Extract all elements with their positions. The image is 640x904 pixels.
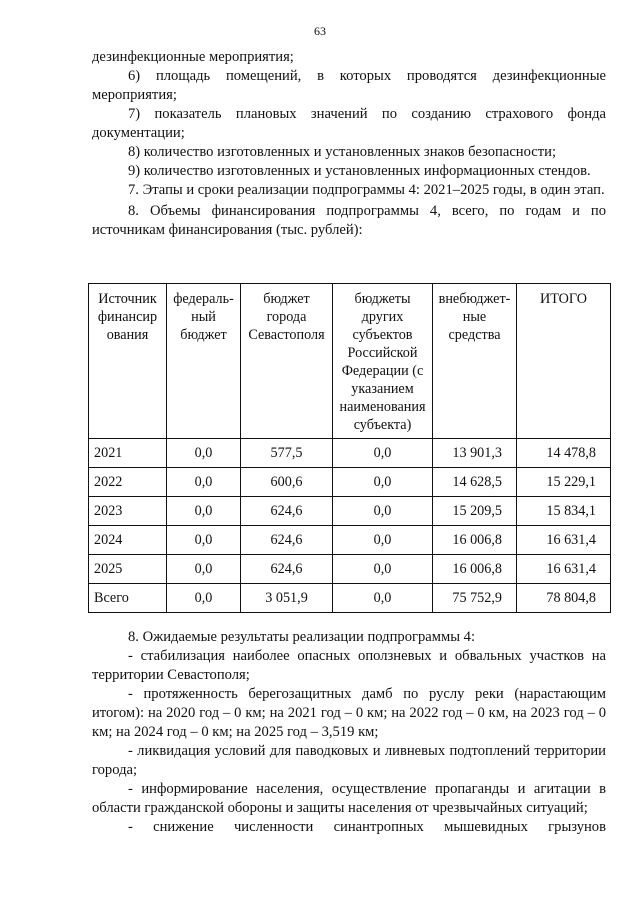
cell-value: 16 006,8	[433, 526, 517, 555]
cell-value: 577,5	[241, 439, 333, 468]
paragraph: - протяженность берегозащитных дамб по руслу реки (нарастающим итогом): на 2020 год – 0 км; на 2021 год – 0 км; на 2022 год – 0 км, на 2023 год – 0 км; на 2024 год – 0 км; на 2025 год – 3,519 км;	[92, 686, 606, 740]
paragraph: - стабилизация наиболее опасных оползневых и обвальных участков на территории Севастополя;	[92, 648, 606, 683]
cell-year: 2024	[89, 526, 167, 555]
cell-value: 16 631,4	[517, 526, 611, 555]
column-header: Источник финансир ования	[89, 284, 167, 439]
cell-value: 0,0	[333, 468, 433, 497]
paragraph: - информирование населения, осуществление пропаганды и агитации в области гражданской обороны и защиты населения от чрезвычайных ситуаций;	[92, 781, 606, 816]
paragraph: - снижение численности синантропных мышевидных грызунов	[128, 819, 606, 835]
cell-value: 0,0	[333, 526, 433, 555]
cell-value: 75 752,9	[433, 584, 517, 613]
paragraph: 6) площадь помещений, в которых проводятся дезинфекционные мероприятия;	[92, 68, 606, 103]
column-header: федераль-ный бюджет	[167, 284, 241, 439]
cell-year: 2023	[89, 497, 167, 526]
table-row	[89, 439, 611, 468]
cell-year: 2025	[89, 555, 167, 584]
cell-value: 0,0	[167, 584, 241, 613]
table-header-row	[89, 284, 611, 439]
cell-value: 0,0	[167, 439, 241, 468]
table-total-row	[89, 584, 611, 613]
cell-value: 0,0	[333, 584, 433, 613]
cell-year: 2021	[89, 439, 167, 468]
cell-year: 2022	[89, 468, 167, 497]
paragraph: 8. Объемы финансирования подпрограммы 4, всего, по годам и по источникам финансирования (тыс. рублей):	[92, 203, 606, 238]
cell-value: 624,6	[241, 526, 333, 555]
table-row	[89, 526, 611, 555]
cell-value: 15 209,5	[433, 497, 517, 526]
cell-value: 0,0	[167, 555, 241, 584]
paragraph: 8) количество изготовленных и установленных знаков безопасности;	[128, 144, 556, 160]
cell-value: 0,0	[167, 468, 241, 497]
table-row	[89, 555, 611, 584]
cell-value: 0,0	[167, 497, 241, 526]
cell-value: 78 804,8	[517, 584, 611, 613]
cell-value: 13 901,3	[433, 439, 517, 468]
table-row	[89, 468, 611, 497]
column-header: внебюджет-ные средства	[433, 284, 517, 439]
cell-value: 3 051,9	[241, 584, 333, 613]
paragraph: 8. Ожидаемые результаты реализации подпрограммы 4:	[128, 629, 476, 645]
cell-value: 14 478,8	[517, 439, 611, 468]
cell-value: 14 628,5	[433, 468, 517, 497]
top-text-block	[92, 48, 606, 240]
cell-value: 15 834,1	[517, 497, 611, 526]
cell-value: 624,6	[241, 555, 333, 584]
cell-value: 16 631,4	[517, 555, 611, 584]
cell-value: 16 006,8	[433, 555, 517, 584]
cell-value: 0,0	[333, 439, 433, 468]
cell-value: 0,0	[333, 497, 433, 526]
column-header: бюджеты других субъектов Российской Федерации (с указанием наименования субъекта)	[333, 284, 433, 439]
cell-value: 0,0	[333, 555, 433, 584]
page-number: 63	[314, 24, 326, 38]
table-row	[89, 497, 611, 526]
paragraph: 7) показатель плановых значений по созданию страхового фонда документации;	[92, 106, 606, 141]
cell-value: 15 229,1	[517, 468, 611, 497]
paragraph: - ликвидация условий для паводковых и ливневых подтоплений территории города;	[92, 743, 606, 778]
bottom-text-block	[92, 628, 606, 837]
column-header: бюджет города Севастополя	[241, 284, 333, 439]
paragraph: 9) количество изготовленных и установленных информационных стендов.	[128, 163, 591, 179]
financing-table	[88, 283, 611, 613]
column-header: ИТОГО	[517, 284, 611, 439]
cell-value: 624,6	[241, 497, 333, 526]
paragraph: 7. Этапы и сроки реализации подпрограммы 4: 2021–2025 годы, в один этап.	[128, 182, 605, 198]
paragraph: дезинфекционные мероприятия;	[92, 49, 294, 65]
cell-value: 600,6	[241, 468, 333, 497]
cell-total-label: Всего	[89, 584, 167, 613]
cell-value: 0,0	[167, 526, 241, 555]
